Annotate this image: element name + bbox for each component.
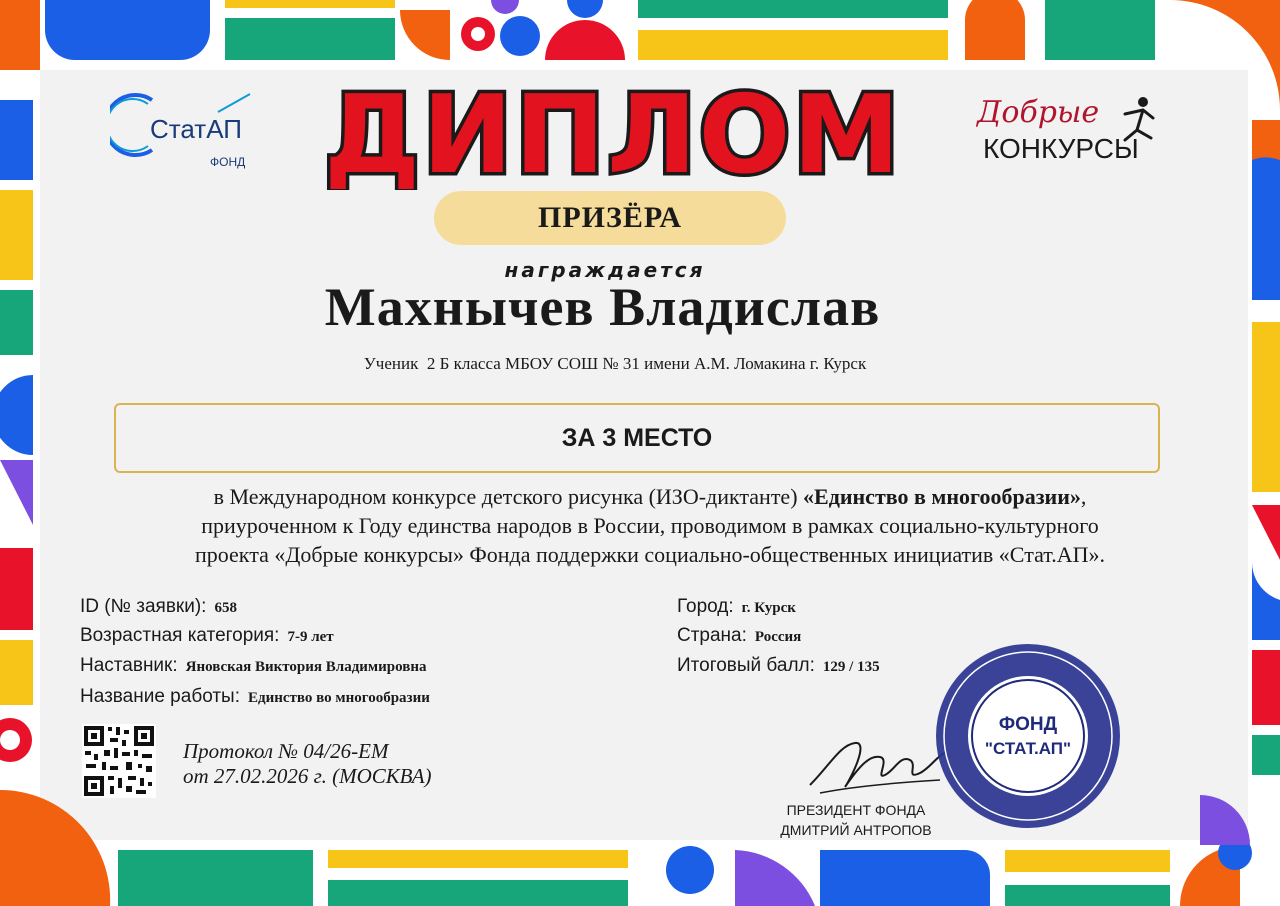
qr-code-icon	[82, 724, 156, 798]
detail-city-label: Город:	[677, 596, 734, 617]
place-text: ЗА 3 МЕСТО	[561, 423, 713, 452]
description-line-1	[60, 482, 1240, 511]
detail-mentor-value: Яновская Виктория Владимировна	[185, 659, 427, 675]
president-name: ДМИТРИЙ АНТРОПОВ	[780, 822, 932, 838]
detail-country-label: Страна:	[677, 625, 747, 646]
diploma-subtitle: ПРИЗЁРА	[434, 191, 786, 245]
diploma-title-text: ДИПЛОМ	[324, 73, 902, 190]
detail-age-value: 7-9 лет	[287, 629, 334, 645]
description	[60, 482, 1240, 569]
description-line-2: приуроченном к Году единства народов в России, проводимом в рамках социально-культурного	[201, 513, 1099, 538]
stamp-line-1: ФОНД	[998, 714, 1058, 735]
detail-city-value: г. Курск	[741, 600, 796, 616]
recipient-name: Махнычев Владислав	[324, 277, 881, 337]
detail-score-value: 129 / 135	[822, 659, 880, 675]
detail-score	[677, 655, 880, 677]
detail-score-label: Итоговый балл:	[677, 655, 815, 676]
description-line-1-text: в Международном конкурсе детского рисунка (ИЗО-диктанте)	[213, 484, 804, 509]
stamp-line-2: "СТАТ.АП"	[984, 739, 1072, 758]
detail-id-label: ID (№ заявки):	[80, 596, 207, 617]
detail-mentor-label: Наставник:	[80, 655, 178, 676]
detail-mentor	[80, 655, 427, 677]
description-line-1-end: ,	[1080, 484, 1087, 509]
president-title: ПРЕЗИДЕНТ ФОНДА	[786, 802, 926, 818]
protocol-date: от 27.02.2026 г. (МОСКВА)	[183, 764, 432, 788]
detail-country-value: Россия	[754, 629, 802, 645]
detail-work-value: Единство во многообразии	[248, 690, 430, 706]
description-line-3: проекта «Добрые конкурсы» Фонда поддержки социально-общественных инициатив «Стат.АП».	[194, 542, 1106, 567]
awarded-label: награждается	[504, 258, 706, 282]
detail-work-label: Название работы:	[80, 686, 240, 707]
detail-country	[677, 625, 801, 647]
diploma-title	[0, 70, 1280, 190]
protocol-number: Протокол № 04/26-ЕМ	[183, 739, 389, 763]
stat-ap-logo-sub: ФОНД	[210, 155, 246, 169]
stat-ap-logo-text: СтатАП	[150, 114, 242, 144]
signature-icon	[800, 725, 950, 805]
detail-city	[677, 596, 796, 618]
president-signature-block	[768, 800, 944, 840]
place-box	[114, 403, 1160, 473]
dobrye-logo-script: Добрые	[977, 95, 1100, 130]
detail-age	[80, 625, 334, 647]
stamp-seal-icon	[930, 638, 1126, 834]
protocol	[183, 739, 432, 789]
detail-age-label: Возрастная категория:	[80, 625, 280, 646]
contest-name: «Единство в многообразии»	[803, 484, 1081, 509]
detail-id	[80, 596, 237, 618]
detail-work	[80, 686, 430, 708]
konkursy-logo-text: КОНКУРСЫ	[983, 133, 1139, 164]
detail-id-value: 658	[214, 600, 237, 616]
student-line: Ученик 2 Б класса МБОУ СОШ № 31 имени А.М. Ломакина г. Курск	[363, 354, 867, 373]
